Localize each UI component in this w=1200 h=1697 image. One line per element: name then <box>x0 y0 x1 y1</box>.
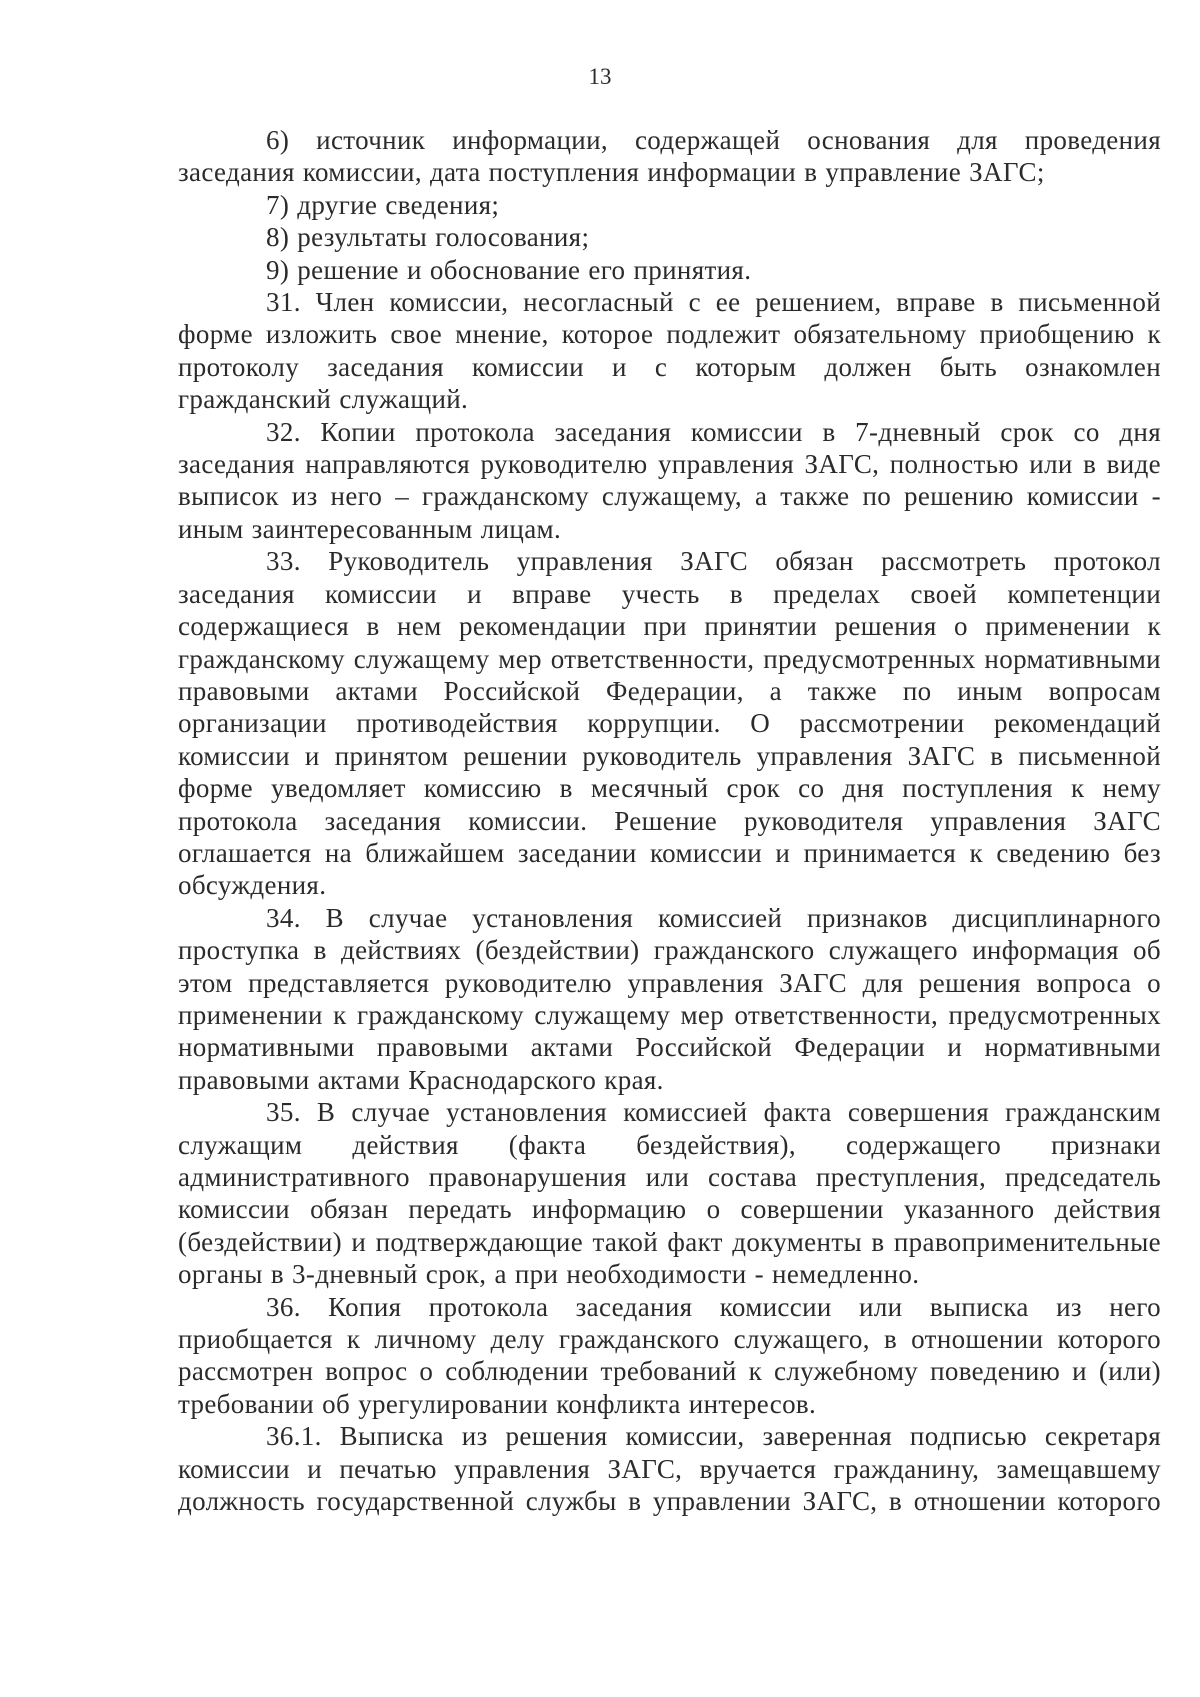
paragraph-item-6: 6) источник информации, содержащей основания для проведения заседания комиссии, дата поступления информации в управление ЗАГС; <box>178 125 1161 188</box>
paragraph-33: 33. Руководитель управления ЗАГС обязан рассмотреть протокол заседания комиссии и вправе учесть в пределах своей компетенции содержащиеся в нем рекомендации при принятии решения о применении к гражданскому служащему мер ответственности, предусмотренных нормативными правовыми актами Российской Федерации, а также по иным вопросам организации противодействия коррупции. О рассмотрении рекомендаций комиссии и принятом решении руководитель управления ЗАГС в письменной форме уведомляет комиссию в месячный срок со дня поступления к нему протокола заседания комиссии. Решение руководителя управления ЗАГС оглашается на ближайшем заседании комиссии и принимается к сведению без обсуждения. <box>178 546 1161 901</box>
paragraph-36-1: 36.1. Выписка из решения комиссии, заверенная подписью секретаря комиссии и печатью управления ЗАГС, вручается гражданину, замещавшему должность государственной службы в управлении ЗАГС, в отношении которого <box>178 1421 1161 1517</box>
paragraph-item-8: 8) результаты голосования; <box>266 222 590 253</box>
paragraph-item-7: 7) другие сведения; <box>266 189 500 220</box>
page-number: 13 <box>588 64 612 89</box>
paragraph-item-9: 9) решение и обоснование его принятия. <box>266 254 752 285</box>
paragraph-32: 32. Копии протокола заседания комиссии в 7-дневный срок со дня заседания направляются руководителю управления ЗАГС, полностью или в виде выписок из него – гражданскому служащему, а также по решению комиссии - иным заинтересованным лицам. <box>178 416 1161 544</box>
paragraph-35: 35. В случае установления комиссией факта совершения гражданским служащим действия (факта бездействия), содержащего признаки административного правонарушения или состава преступления, председатель комиссии обязан передать информацию о совершении указанного действия (бездействии) и подтверждающие такой факт документы в правоприменительные органы в 3-дневный срок, а при необходимости - немедленно. <box>178 1097 1161 1290</box>
paragraph-36: 36. Копия протокола заседания комиссии или выписка из него приобщается к личному делу гражданского служащего, в отношении которого рассмотрен вопрос о соблюдении требований к служебному поведению и (или) требовании об урегулировании конфликта интересов. <box>178 1291 1161 1419</box>
paragraph-34: 34. В случае установления комиссией признаков дисциплинарного проступка в действиях (бездействии) гражданского служащего информация об этом представляется руководителю управления ЗАГС для решения вопроса о применении к гражданскому служащему мер ответственности, предусмотренных нормативными правовыми актами Российской Федерации и нормативными правовыми актами Краснодарского края. <box>178 902 1161 1095</box>
document-body <box>178 124 1161 1517</box>
paragraph-31: 31. Член комиссии, несогласный с ее решением, вправе в письменной форме изложить свое мнение, которое подлежит обязательному приобщению к протоколу заседания комиссии и с которым должен быть ознакомлен гражданский служащий. <box>178 287 1161 415</box>
